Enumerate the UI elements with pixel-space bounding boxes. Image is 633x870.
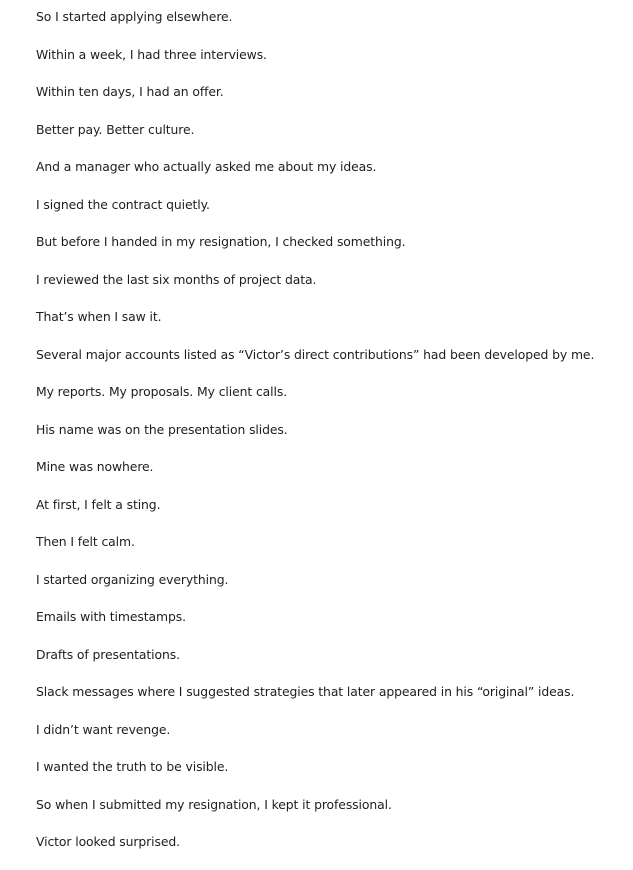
paragraph: My reports. My proposals. My client calls. (36, 384, 288, 399)
paragraph: So I started applying elsewhere. (36, 9, 233, 24)
paragraph: At first, I felt a sting. (36, 496, 161, 512)
paragraph: Mine was nowhere. (36, 459, 154, 474)
paragraph: I wanted the truth to be visible. (36, 759, 229, 774)
paragraph: Several major accounts listed as “Victor’s direct contributions” had been developed by me. (36, 346, 595, 362)
paragraph: Then I felt calm. (36, 534, 135, 549)
article-body (36, 7, 623, 870)
paragraph: Within a week, I had three interviews. (36, 46, 267, 62)
paragraph: Within ten days, I had an offer. (36, 84, 224, 99)
paragraph: Victor looked surprised. (36, 834, 180, 849)
paragraph: And a manager who actually asked me about my ideas. (36, 159, 377, 174)
paragraph: Slack messages where I suggested strategies that later appeared in his “original” ideas. (36, 684, 575, 699)
paragraph: Better pay. Better culture. (36, 121, 195, 137)
paragraph: That’s when I saw it. (36, 309, 162, 324)
paragraph: His name was on the presentation slides. (36, 421, 288, 437)
paragraph: I signed the contract quietly. (36, 196, 210, 212)
paragraph: But before I handed in my resignation, I checked something. (36, 234, 406, 249)
paragraph: Drafts of presentations. (36, 646, 180, 662)
paragraph: I started organizing everything. (36, 571, 229, 587)
paragraph: So when I submitted my resignation, I kept it professional. (36, 796, 392, 812)
paragraph: Emails with timestamps. (36, 609, 186, 624)
paragraph: I reviewed the last six months of project data. (36, 271, 317, 287)
paragraph: I didn’t want revenge. (36, 721, 171, 737)
